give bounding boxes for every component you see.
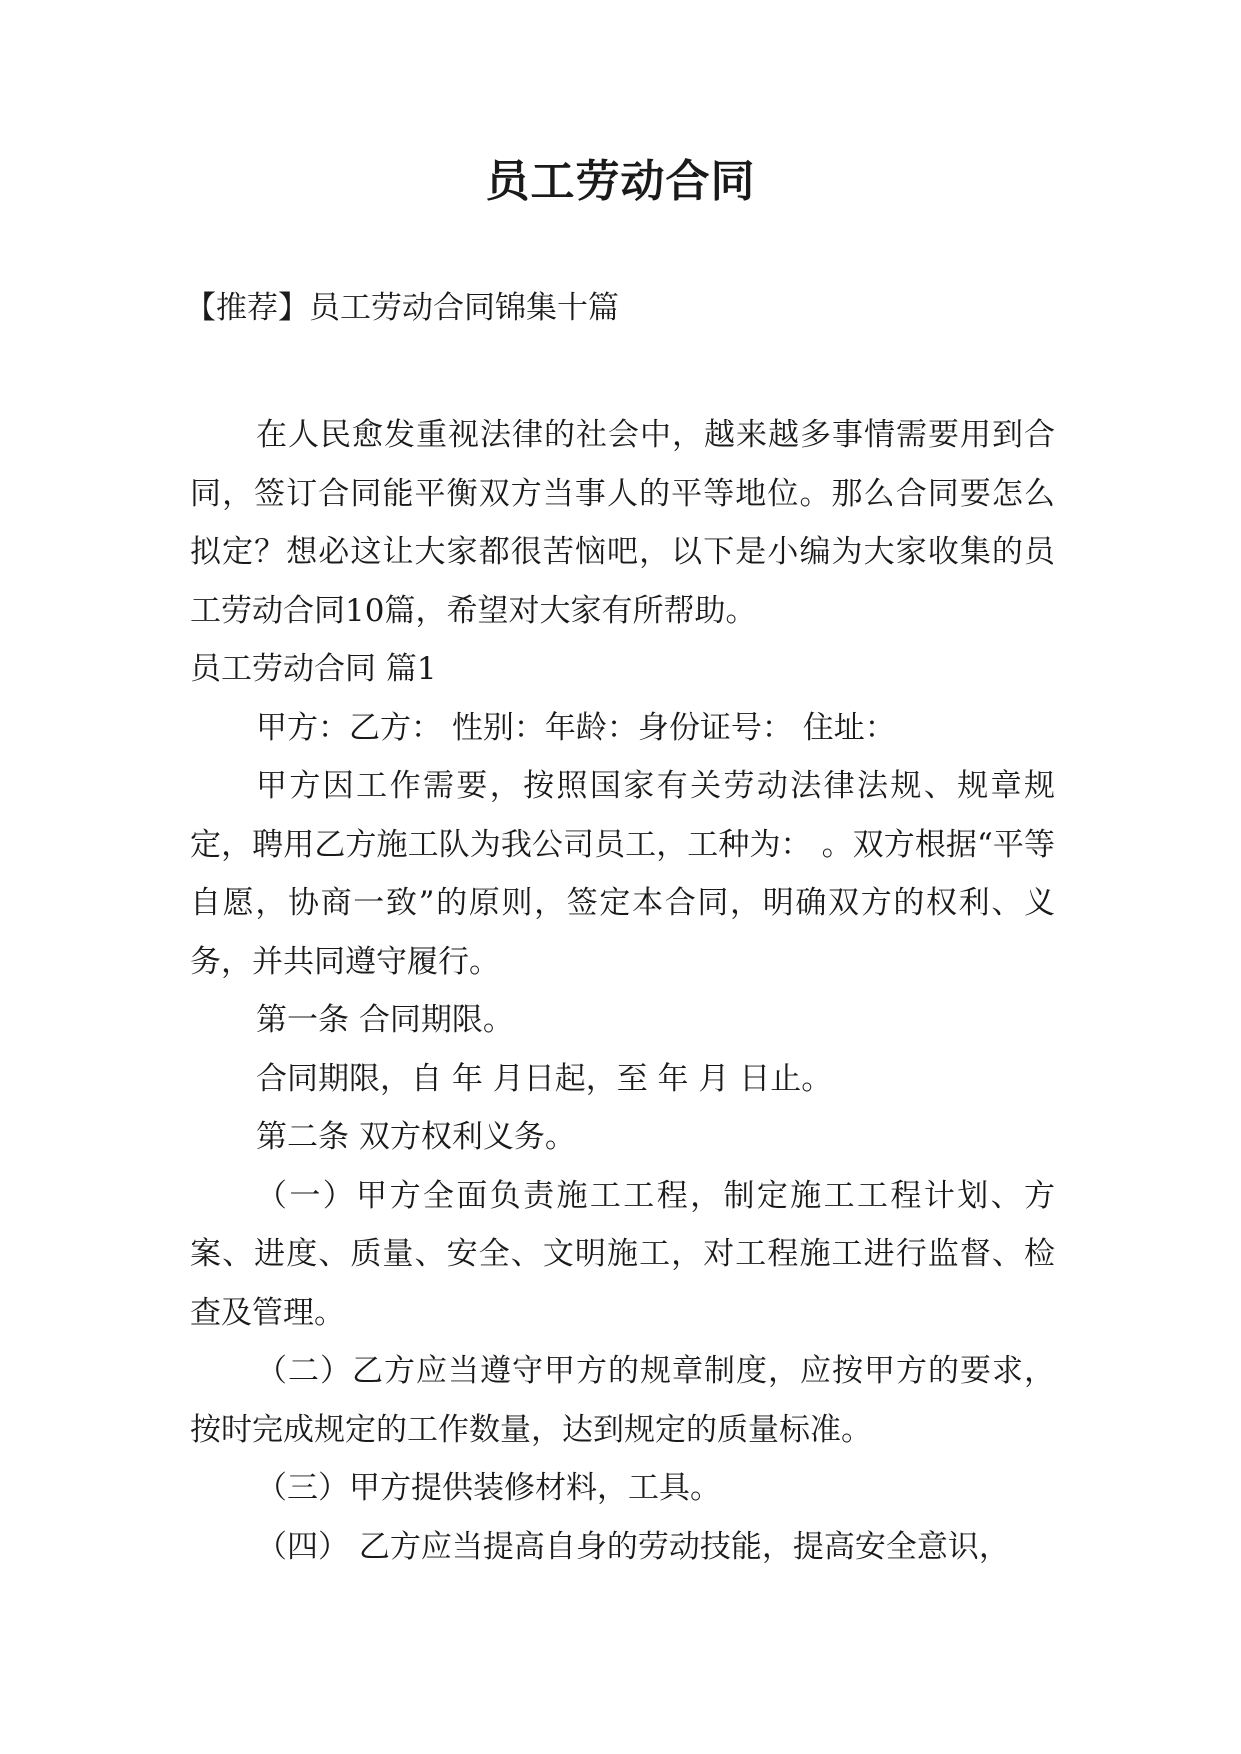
contract-term-line: 合同期限，自 年 月日起，至 年 月 日止。 [256,1060,833,1097]
section-heading: 员工劳动合同 篇1 [190,651,437,687]
document-title: 员工劳动合同 [485,156,756,207]
article-heading: 第一条 合同期限。 [256,1002,514,1038]
clause-paragraph: （四） 乙方应当提高自身的劳动技能，提高安全意识， [256,1528,1010,1565]
document-body [190,406,1055,1576]
article-heading: 第二条 双方权利义务。 [256,1119,576,1155]
document-subtitle: 【推荐】员工劳动合同锦集十篇 [185,290,619,326]
contract-paragraph: 甲方因工作需要，按照国家有关劳动法律法规、规章规定，聘用乙方施工队为我公司员工，工种为： 。双方根据“平等自愿，协商一致”的原则，签定本合同，明确双方的权利、义务，并共同遵守履行。 [190,768,1055,980]
clause-paragraph: （三）甲方提供装修材料，工具。 [256,1470,721,1506]
party-info-line: 甲方：乙方： 性别：年龄：身份证号： 住址： [256,709,896,746]
intro-paragraph: 在人民愈发重视法律的社会中，越来越多事情需要用到合同，签订合同能平衡双方当事人的平等地位。那么合同要怎么拟定？想必这让大家都很苦恼吧，以下是小编为大家收集的员工劳动合同10篇，希望对大家有所帮助。 [190,417,1055,629]
clause-paragraph: （一）甲方全面负责施工工程，制定施工工程计划、方案、进度、质量、安全、文明施工，对工程施工进行监督、检查及管理。 [190,1177,1055,1331]
clause-paragraph: （二）乙方应当遵守甲方的规章制度，应按甲方的要求，按时完成规定的工作数量，达到规定的质量标准。 [190,1353,1055,1448]
